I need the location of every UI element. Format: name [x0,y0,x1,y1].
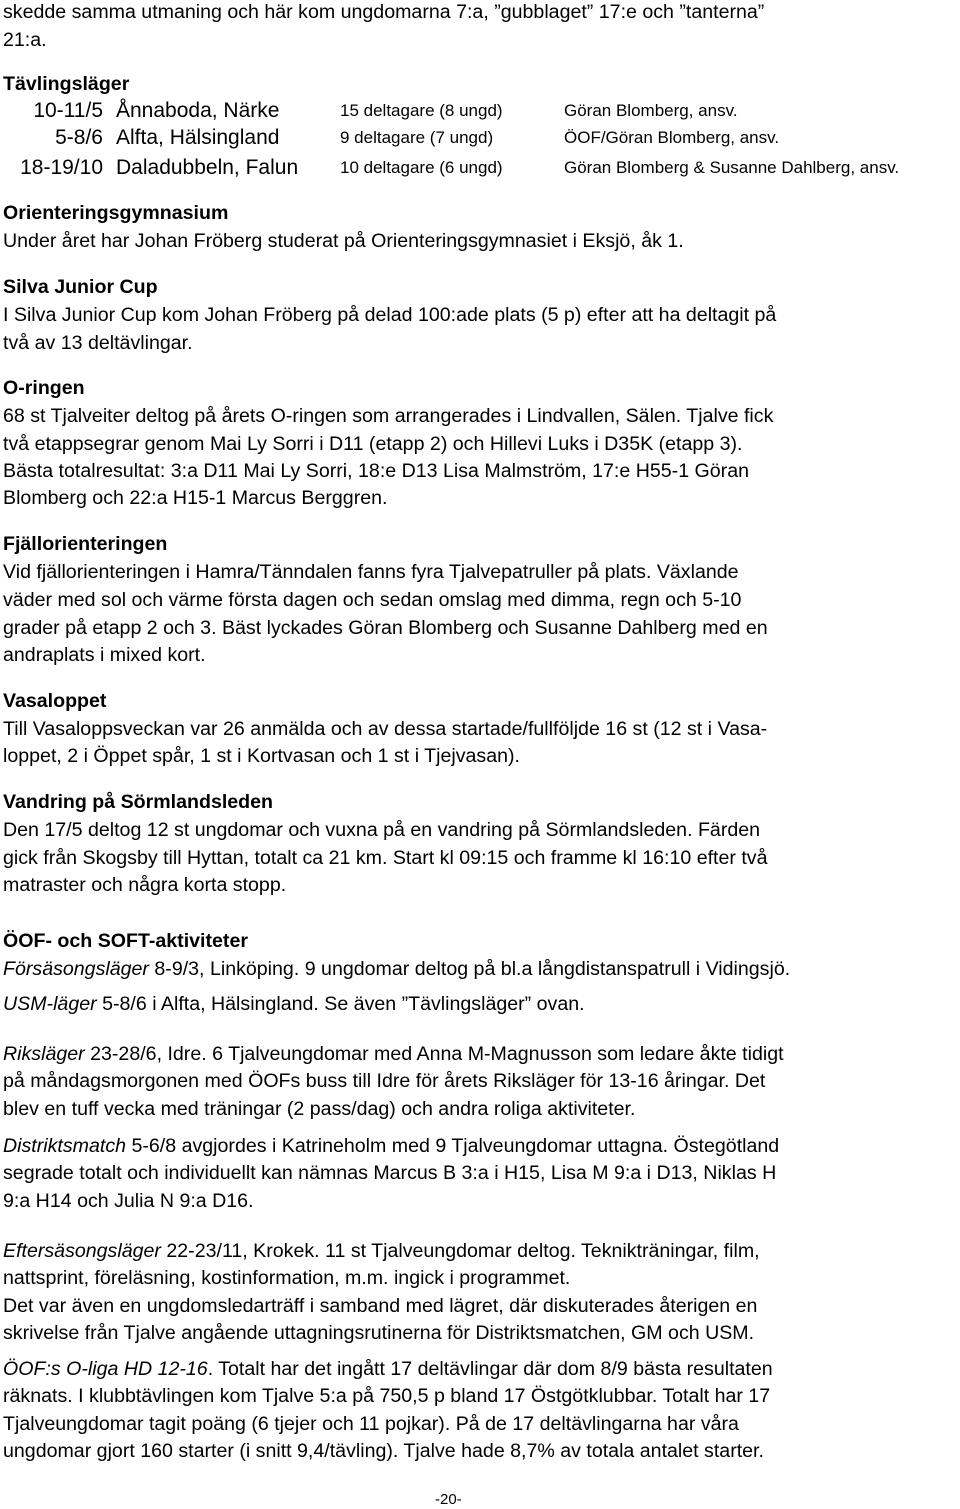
camp-place: Alfta, Hälsingland [116,126,280,149]
activity-name: Distriktsmatch [3,1135,127,1157]
section-heading-oringen: O-ringen [3,377,85,399]
paragraph-line: andraplats i mixed kort. [3,644,206,666]
activity-text: 8-9/3, Linköping. 9 ungdomar deltog på bl.a långdistanspatrull i Vidingsjö. [148,958,791,980]
activity-text: 5-8/6 i Alfta, Hälsingland. Se även ”Tävlingsläger” ovan. [96,993,585,1015]
paragraph-line: väder med sol och värme första dagen och sedan omslag med dimma, regn och 5-10 [3,589,742,611]
paragraph-line: segrade totalt och individuellt kan nämnas Marcus B 3:a i H15, Lisa M 9:a i D13, Niklas H [3,1162,777,1184]
paragraph-line: Till Vasaloppsveckan var 26 anmälda och av dessa startade/fullföljde 16 st (12 st i Vasa- [3,718,768,740]
section-heading-vasaloppet: Vasaloppet [3,690,107,712]
camp-participants: 9 deltagare (7 ungd) [340,128,494,147]
section-heading-fjall: Fjällorienteringen [3,533,168,555]
camp-date: 5-8/6 [55,126,103,149]
camp-place: Daladubbeln, Falun [116,156,299,179]
paragraph-line: Den 17/5 deltog 12 st ungdomar och vuxna på en vandring på Sörmlandsleden. Färden [3,819,761,841]
paragraph-line: Det var även en ungdomsledarträff i samband med lägret, där diskuterades återigen en [3,1295,758,1317]
camp-leader: ÖOF/Göran Blomberg, ansv. [564,128,780,147]
activity-name: Eftersäsongsläger [3,1240,161,1262]
section-heading-orienteringsgymnasium: Orienteringsgymnasium [3,202,229,224]
paragraph-line: Vid fjällorienteringen i Hamra/Tänndalen fanns fyra Tjalvepatruller på plats. Växlande [3,561,739,583]
paragraph-line: loppet, 2 i Öppet spår, 1 st i Kortvasan och 1 st i Tjejvasan). [3,745,520,767]
paragraph-line: Bästa totalresultat: 3:a D11 Mai Ly Sorri, 18:e D13 Lisa Malmström, 17:e H55-1 Göran [3,460,749,482]
paragraph-line: nattsprint, föreläsning, kostinformation, m.m. ingick i programmet. [3,1267,571,1289]
section-heading-oof: ÖOF- och SOFT-aktiviteter [3,930,248,952]
section-heading-silva: Silva Junior Cup [3,276,158,298]
camp-leader: Göran Blomberg, ansv. [564,101,738,120]
camp-date: 10-11/5 [33,99,103,122]
camp-table-row [3,155,955,181]
paragraph-line: matraster och några korta stopp. [3,874,287,896]
paragraph-line: blev en tuff vecka med träningar (2 pass/dag) och andra roliga aktiviteter. [3,1098,636,1120]
paragraph-line: I Silva Junior Cup kom Johan Fröberg på delad 100:ade plats (5 p) efter att ha deltagit på [3,304,777,326]
paragraph-line [3,1239,760,1263]
activity-text: 23-28/6, Idre. 6 Tjalveungdomar med Anna M-Magnusson som ledare åkte tidigt [84,1043,784,1065]
section-heading-tavlingslager: Tävlingsläger [3,73,130,95]
paragraph-line: Blomberg och 22:a H15-1 Marcus Berggren. [3,487,388,509]
paragraph-line: skrivelse från Tjalve angående uttagningsrutinerna för Distriktsmatchen, GM och USM. [3,1322,755,1344]
activity-name: ÖOF:s O-liga HD 12-16 [3,1358,208,1380]
intro-line-1: skedde samma utmaning och här kom ungdomarna 7:a, ”gubblaget” 17:e och ”tanterna” [3,1,765,23]
paragraph-line: Tjalveungdomar tagit poäng (6 tjejer och 11 pojkar). På de 17 deltävlingarna har våra [3,1413,739,1435]
paragraph-line [3,957,790,981]
camp-leader: Göran Blomberg & Susanne Dahlberg, ansv. [564,158,900,177]
camp-date: 18-19/10 [20,156,103,179]
paragraph-line: Under året har Johan Fröberg studerat på Orienteringsgymnasiet i Eksjö, åk 1. [3,230,684,252]
activity-name: USM-läger [3,993,97,1015]
page-number: -20- [435,1491,462,1508]
paragraph-line: gick från Skogsby till Hyttan, totalt ca 21 km. Start kl 09:15 och framme kl 16:10 efter två [3,847,768,869]
paragraph-line: två etappsegrar genom Mai Ly Sorri i D11 (etapp 2) och Hillevi Luks i D35K (etapp 3). [3,433,743,455]
paragraph-line: 9:a H14 och Julia N 9:a D16. [3,1190,254,1212]
paragraph-line: ungdomar gjort 160 starter (i snitt 9,4/tävling). Tjalve hade 8,7% av totala antalet starter. [3,1440,764,1462]
paragraph-line [3,1042,784,1066]
camp-participants: 15 deltagare (8 ungd) [340,101,503,120]
paragraph-line: två av 13 deltävlingar. [3,332,193,354]
activity-name: Riksläger [3,1043,85,1065]
camp-table-row [3,98,955,124]
paragraph-line: räknats. I klubbtävlingen kom Tjalve 5:a på 750,5 p bland 17 Östgötklubbar. Totalt har 17 [3,1385,771,1407]
camp-table-row [3,125,955,151]
paragraph-line [3,1357,773,1381]
paragraph-line: på måndagsmorgonen med ÖOFs buss till Idre för årets Riksläger för 13-16 åringar. Det [3,1070,766,1092]
paragraph-line: 68 st Tjalveiter deltog på årets O-ringen som arrangerades i Lindvallen, Sälen. Tjalve fick [3,405,774,427]
intro-line-2: 21:a. [3,29,47,51]
activity-text: 22-23/11, Krokek. 11 st Tjalveungdomar deltog. Teknikträningar, film, [160,1240,760,1262]
camp-place: Ånnaboda, Närke [116,99,280,122]
paragraph-line: grader på etapp 2 och 3. Bäst lyckades Göran Blomberg och Susanne Dahlberg med en [3,617,768,639]
activity-text: . Totalt har det ingått 17 deltävlingar där dom 8/9 bästa resultaten [207,1358,773,1380]
section-heading-vandring: Vandring på Sörmlandsleden [3,791,274,813]
activity-name: Försäsongsläger [3,958,149,980]
camp-participants: 10 deltagare (6 ungd) [340,158,503,177]
paragraph-line [3,992,585,1016]
paragraph-line [3,1134,779,1158]
activity-text: 5-6/8 avgjordes i Katrineholm med 9 Tjalveungdomar uttagna. Östegötland [126,1135,780,1157]
